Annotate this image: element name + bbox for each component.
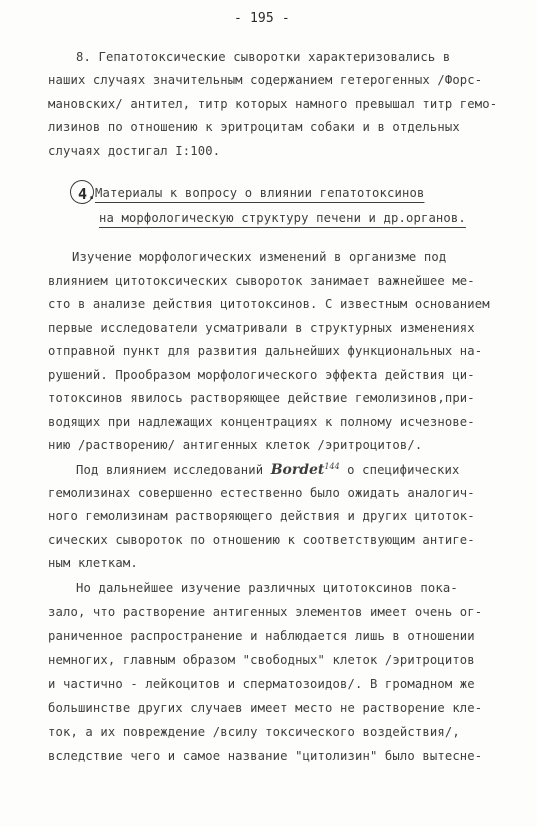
section-number: 4. xyxy=(78,185,97,203)
para2-line-1-end: о специфических xyxy=(339,463,460,478)
item8-line-4: лизинов по отношению к эритроцитам собаки и в отдельных xyxy=(48,120,460,134)
para1-line-8: водящих при надлежащих концентрациях к полному исчезнове- xyxy=(48,415,475,429)
page-number: - 195 - xyxy=(234,11,290,26)
para3-line-1: Но дальнейшее изучение различных цитотоксинов пока- xyxy=(76,581,458,595)
para1-line-5: отправной пункт для развития дальнейших функциональных на- xyxy=(48,344,483,358)
para3-line-3: раниченное распространение и наблюдается лишь в отношении xyxy=(48,629,475,643)
para1-line-4: первые исследователи усматривали в структурных изменениях xyxy=(48,321,475,335)
para1-line-3: сто в анализе действия цитотоксинов. С известным основанием xyxy=(48,297,490,311)
para2-line-2: гемолизинах совершенно естественно было ожидать аналогич- xyxy=(48,486,475,500)
para2-line-1 xyxy=(76,463,460,477)
para3-line-6: большинстве других случаев имеет место не растворение кле- xyxy=(48,701,483,715)
section-title-line-1: Материалы к вопросу о влиянии гепатотоксинов xyxy=(95,186,425,200)
section-title-line-2: на морфологическую структуру печени и др.органов. xyxy=(99,211,466,225)
item8-line-3: мановских/ антител, титр которых намного превышал титр гемо- xyxy=(48,97,498,111)
para2-line-5: ным клеткам. xyxy=(48,556,138,570)
para3-line-7: ток, а их повреждение /всилу токсического воздействия/, xyxy=(48,725,460,739)
item8-line-2: наших случаях значительным содержанием гетерогенных /Форс- xyxy=(48,73,483,87)
para1-line-1: Изучение морфологических изменений в организме под xyxy=(72,250,447,264)
para2-line-4: сических сывороток по отношению к соответствующим антиге- xyxy=(48,533,475,547)
para3-line-5: и частично - лейкоцитов и сперматозоидов/. В громадном же xyxy=(48,677,475,691)
para3-line-4: немногих, главным образом "свободных" клеток /эритроцитов xyxy=(48,653,475,667)
para3-line-8: вследствие чего и самое название "цитолизин" было вытесне- xyxy=(48,749,483,763)
item8-line-5: случаях достигал I:100. xyxy=(48,144,221,158)
para1-line-7: тотоксинов явилось растворяющее действие гемолизинов,при- xyxy=(48,391,475,405)
para2-line-3: ного гемолизинам растворяющего действия и других цитоток- xyxy=(48,509,475,523)
para1-line-9: нию /растворению/ антигенных клеток /эритроцитов/. xyxy=(48,438,423,452)
para2-line-1-start: Под влиянием исследований xyxy=(76,463,271,478)
item8-line-1: 8. Гепатотоксические сыворотки характеризовались в xyxy=(76,50,451,64)
para1-line-6: рушений. Прообразом морфологического эффекта действия ци- xyxy=(48,368,475,382)
para1-line-2: влиянием цитотоксических сывороток занимает важнейшее ме- xyxy=(48,274,475,288)
reference-number: 144 xyxy=(324,462,340,471)
author-name-handwritten: Bordet xyxy=(270,462,325,479)
para3-line-2: зало, что растворение антигенных элементов имеет очень ог- xyxy=(48,605,483,619)
